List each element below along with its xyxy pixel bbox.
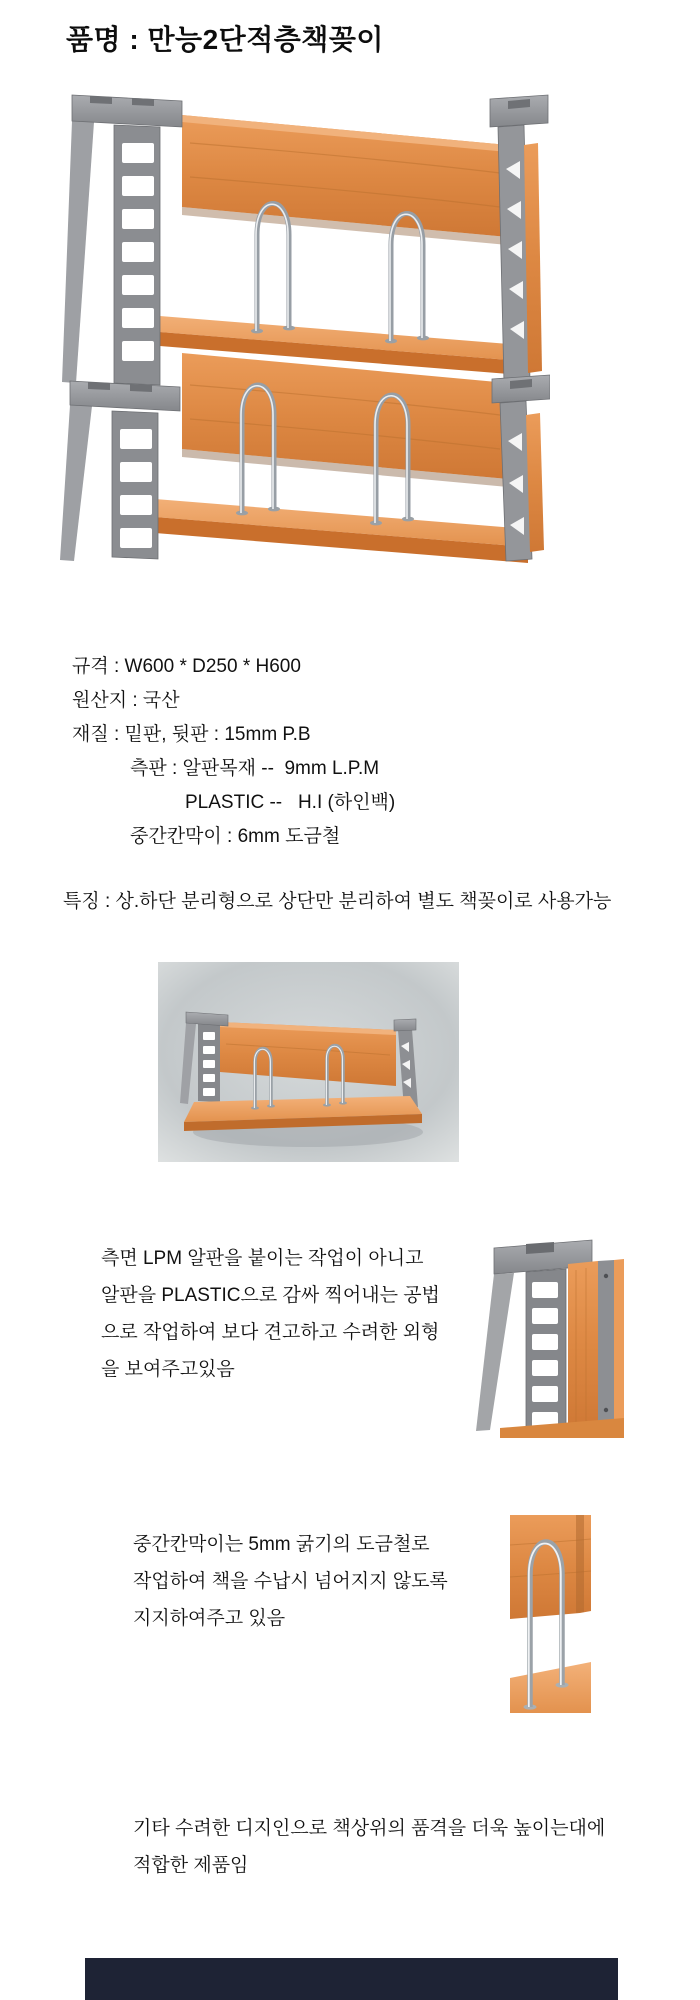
spec-line-size: 규격 : W600 * D250 * H600 [72, 656, 301, 677]
feature-note: 특징 : 상.하단 분리형으로 상단만 분리하여 별도 책꽂이로 사용가능 [63, 891, 612, 912]
single-tier-photo [158, 962, 459, 1162]
divider-line: 중간칸막이는 5mm 굵기의 도금철로 [133, 1534, 430, 1555]
divider-line: 작업하여 책을 수납시 넘어지지 않도록 [133, 1571, 448, 1592]
spec-line-divider: 중간칸막이 : 6mm 도금철 [130, 826, 341, 847]
divider-description [133, 1526, 448, 1637]
closing-line: 적합한 제품임 [133, 1855, 249, 1876]
spec-line-material: 재질 : 밑판, 뒷판 : 15mm P.B [72, 724, 311, 745]
side-panel-line: 알판을 PLASTIC으로 감싸 찍어내는 공법 [101, 1285, 440, 1306]
divider-line: 지지하여주고 있음 [133, 1608, 286, 1629]
closing-note [133, 1810, 605, 1884]
spec-line-origin: 원산지 : 국산 [72, 690, 180, 711]
wire-divider-closeup-illustration [510, 1515, 591, 1715]
side-panel-line: 으로 작업하여 보다 견고하고 수려한 외형 [101, 1322, 440, 1343]
wire-divider-closeup-photo [510, 1515, 591, 1715]
spec-list [72, 650, 395, 854]
product-title: 품명 : 만능2단적층책꽂이 [66, 24, 384, 55]
spec-line-plastic: PLASTIC -- H.I (하인백) [185, 792, 396, 813]
side-panel-line: 을 보여주고있음 [101, 1359, 235, 1380]
spec-line-side-panel: 측판 : 알판목재 -- 9mm L.P.M [130, 758, 380, 779]
side-panel-line: 측면 LPM 알판을 붙이는 작업이 아니고 [101, 1248, 424, 1269]
main-product-illustration [60, 85, 550, 565]
single-tier-illustration [158, 962, 459, 1162]
side-panel-description [101, 1240, 440, 1388]
side-panel-closeup-photo [474, 1220, 624, 1438]
main-product-photo [60, 85, 550, 565]
closing-line: 기타 수려한 디지인으로 책상위의 품격을 더욱 높이는대에 [133, 1818, 606, 1839]
bottom-banner [85, 1958, 618, 2000]
side-panel-closeup-illustration [474, 1220, 624, 1438]
